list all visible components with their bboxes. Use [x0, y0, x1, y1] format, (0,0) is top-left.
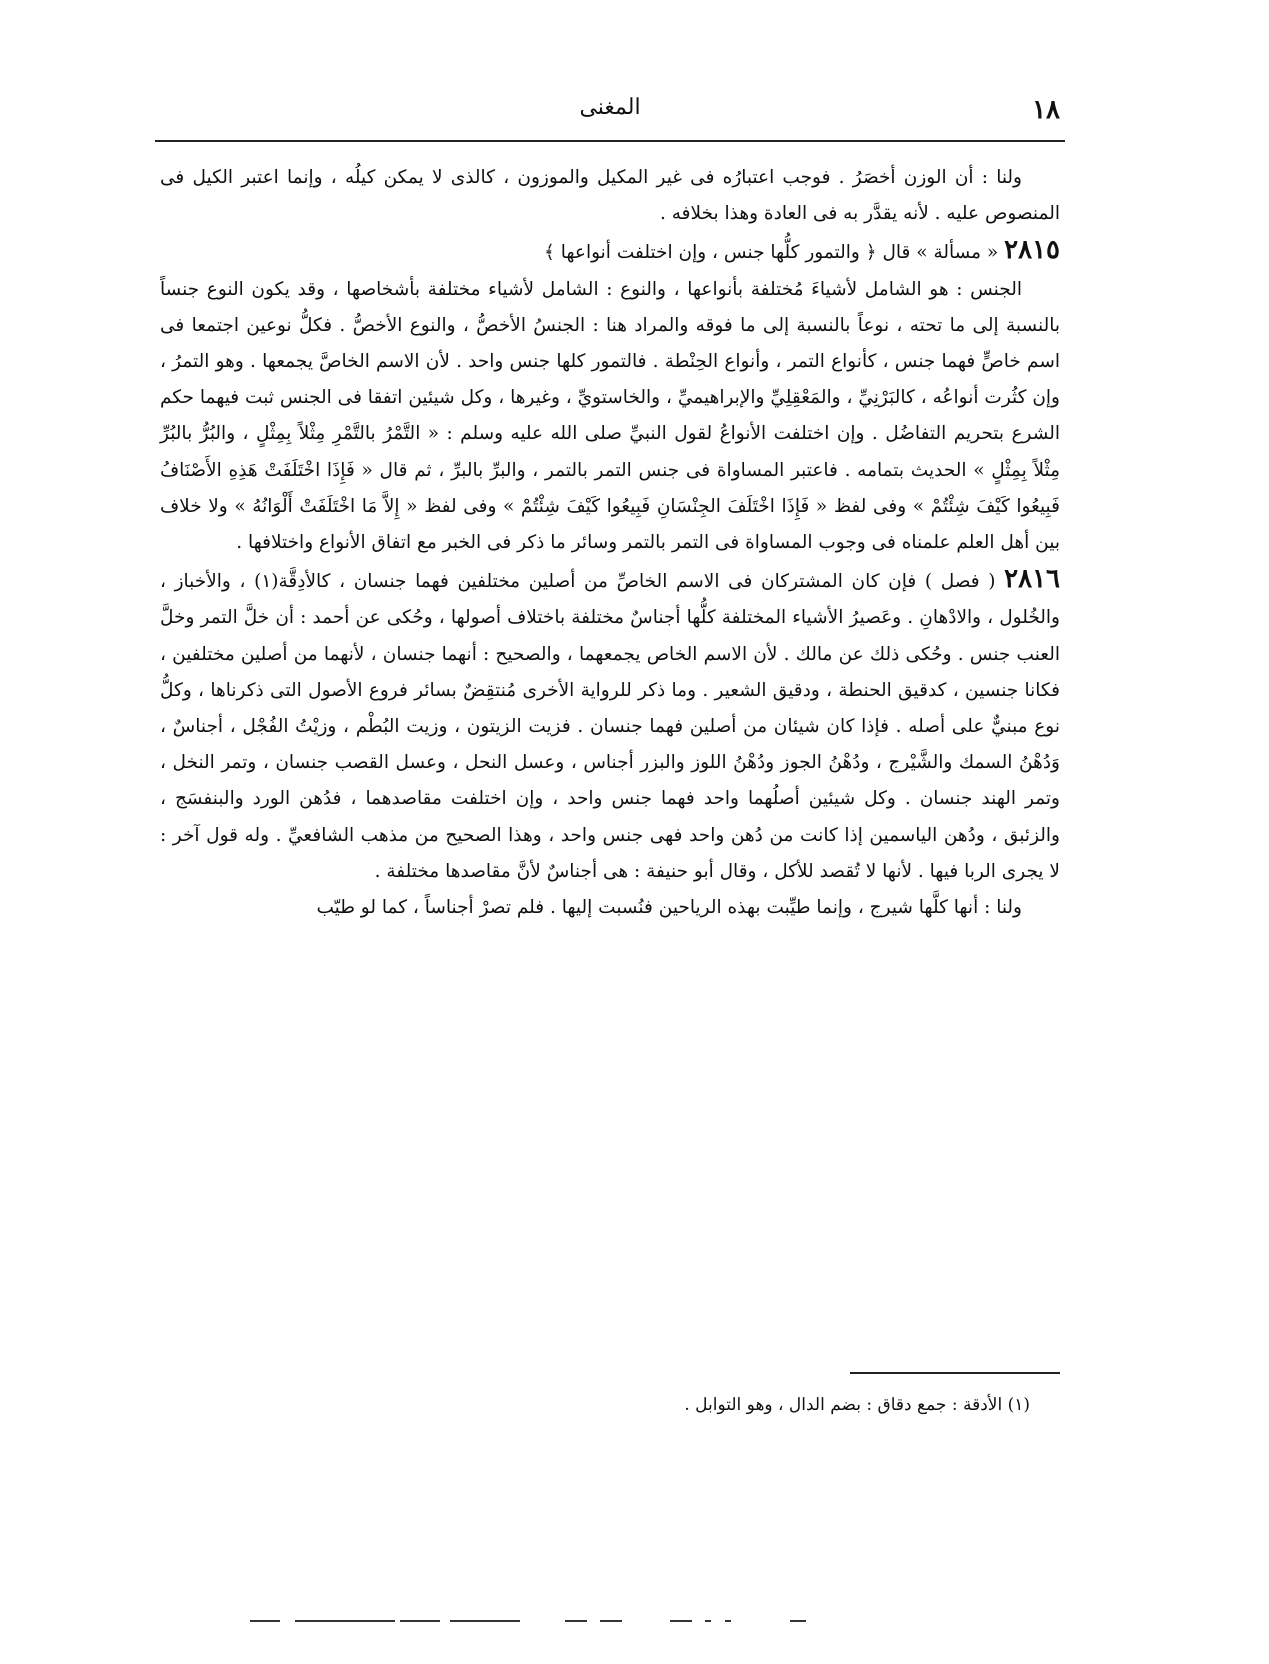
header-rule [155, 140, 1065, 142]
page-header [160, 95, 1060, 135]
page-number: ١٨ [1032, 95, 1060, 125]
issue-heading: ٢٨١٥ « مسألة » قال ﴿ والتمور كلُّها جنس ، وإن اختلفت أنواعها ﴾ [544, 235, 1060, 266]
paragraph: ولنا : أن الوزن أخصَرُ . فوجب اعتبارُه فى غير المكيل والموزون ، كالذى لا يمكن كيلُه ، وإنما اعتبر الكيل فى المنصوص عليه . لأنه يقدَّر به فى العادة وهذا بخلافه . [160, 167, 1060, 225]
paragraph: ولنا : أنها كلَّها شيرج ، وإنما طيِّبت بهذه الرياحين فنُسبت إليها . فلم تصرْ أجناساً ، كما لو طيّب [316, 897, 1022, 919]
running-title: المغنى [579, 95, 641, 120]
footnote-rule [850, 1372, 1060, 1374]
issue-number: ٢٨١٥ [1004, 235, 1060, 266]
footnote: (١) الأدقة : جمع دقاق : بضم الدال ، وهو التوابل . [684, 1395, 1030, 1415]
main-text [160, 160, 1060, 926]
issue-number: ٢٨١٦ [1004, 564, 1061, 595]
section-paragraph: ٢٨١٦ ( فصل ) فإن كان المشتركان فى الاسم الخاصِّ من أصلين مختلفين فهما جنسان ، كالأدِقَّة(١) ، والأخباز ، والخُلول ، والادْهانِ . وعَصيرُ الأشياء المختلفة كلُّها أجناسٌ مختلفة باختلاف أصولها ، وحُكى عن أحمد : أن خلَّ التمر وخلَّ العنب جنس . وحُكى ذلك عن مالك . لأن الاسم الخاص يجمعهما ، والصحيح : أنهما جنسان ، لأنهما من أصلين مختلفين ، فكانا جنسين ، كدقيق الحنطة ، ودقيق الشعير . وما ذكر للرواية الأخرى مُنتقِضٌ بسائر فروع الأصول التى ذكرناها ، وكلُّ نوع مبنيٌّ على أصله . فإذا كان شيئان من أصلين فهما جنسان . فزيت الزيتون ، وزيت البُطْم ، وزيْتُ الفُجْل ، أجناسٌ ، وَدُهْنُ السمك والشَّيْرج ، ودُهْنُ الجوز ودُهْنُ اللوز والبزر أجناس ، وعسل النحل ، وعسل القصب جنسان ، وتمر النخل ، وتمر الهند جنسان . وكل شيئين أصلُهما واحد فهما جنس واحد ، وإن اختلفت مقاصدهما ، فدُهن الورد والبنفسَج ، والزئبق ، ودُهن الياسمين إذا كانت من دُهن واحد فهى جنس واحد ، وهذا الصحيح من مذهب الشافعيِّ . وله قول آخر : لا يجرى الربا فيها . لأنها لا تُقصد للأكل ، وقال أبو حنيفة : هى أجناسٌ لأنَّ مقاصدها مختلفة . [160, 564, 1061, 882]
scan-artifact-lines [250, 1620, 810, 1624]
paragraph: الجنس : هو الشامل لأشياءَ مُختلفة بأنواعها ، والنوع : الشامل لأشياء مختلفة بأشخاصها ، وقد يكون النوع جنساً بالنسبة إلى ما تحته ، نوعاً بالنسبة إلى ما فوقه والمراد هنا : الجنسُ الأخصُّ ، والنوع الأخصُّ . فكلُّ نوعين اجتمعا فى اسم خاصٍّ فهما جنس ، كأنواع التمر ، وأنواع الحِنْطة . فالتمور كلها جنس واحد . لأن الاسم الخاصَّ يجمعها . وهو التمرُ ، وإن كثُرت أنواعُه ، كالبَرْنِيِّ ، والمَعْقِلِيِّ والإبراهيميِّ ، والخاستويِّ ، وغيرها ، وكل شيئين اتفقا فى الجنس ثبت فيهما حكم الشرع بتحريم التفاضُل . وإن اختلفت الأنواعُ لقول النبيِّ صلى الله عليه وسلم : « التَّمْرُ بالتَّمْرِ مِثْلاً بِمِثْلٍ ، والبُرُّ بالبُرِّ مِثْلاً بِمِثْلٍ » الحديث بتمامه . فاعتبر المساواة فى جنس التمر بالتمر ، والبرِّ بالبرِّ ، ثم قال « فَإِذَا اخْتَلَفَتْ هَذِهِ الأَصْنَافُ فَبِيعُوا كَيْفَ شِئْتُمْ » وفى لفظ « فَإِذَا اخْتَلَفَ الجِنْسَانِ فَبِيعُوا كَيْفَ شِئْتُمْ » وفى لفظ « إِلاَّ مَا اخْتَلَفَتْ أَلْوَانُهُ » ولا خلاف بين أهل العلم علمناه فى وجوب المساواة فى التمر بالتمر وسائر ما ذكر فى الخبر مع اتفاق الأنواع واختلافها . [160, 278, 1060, 554]
